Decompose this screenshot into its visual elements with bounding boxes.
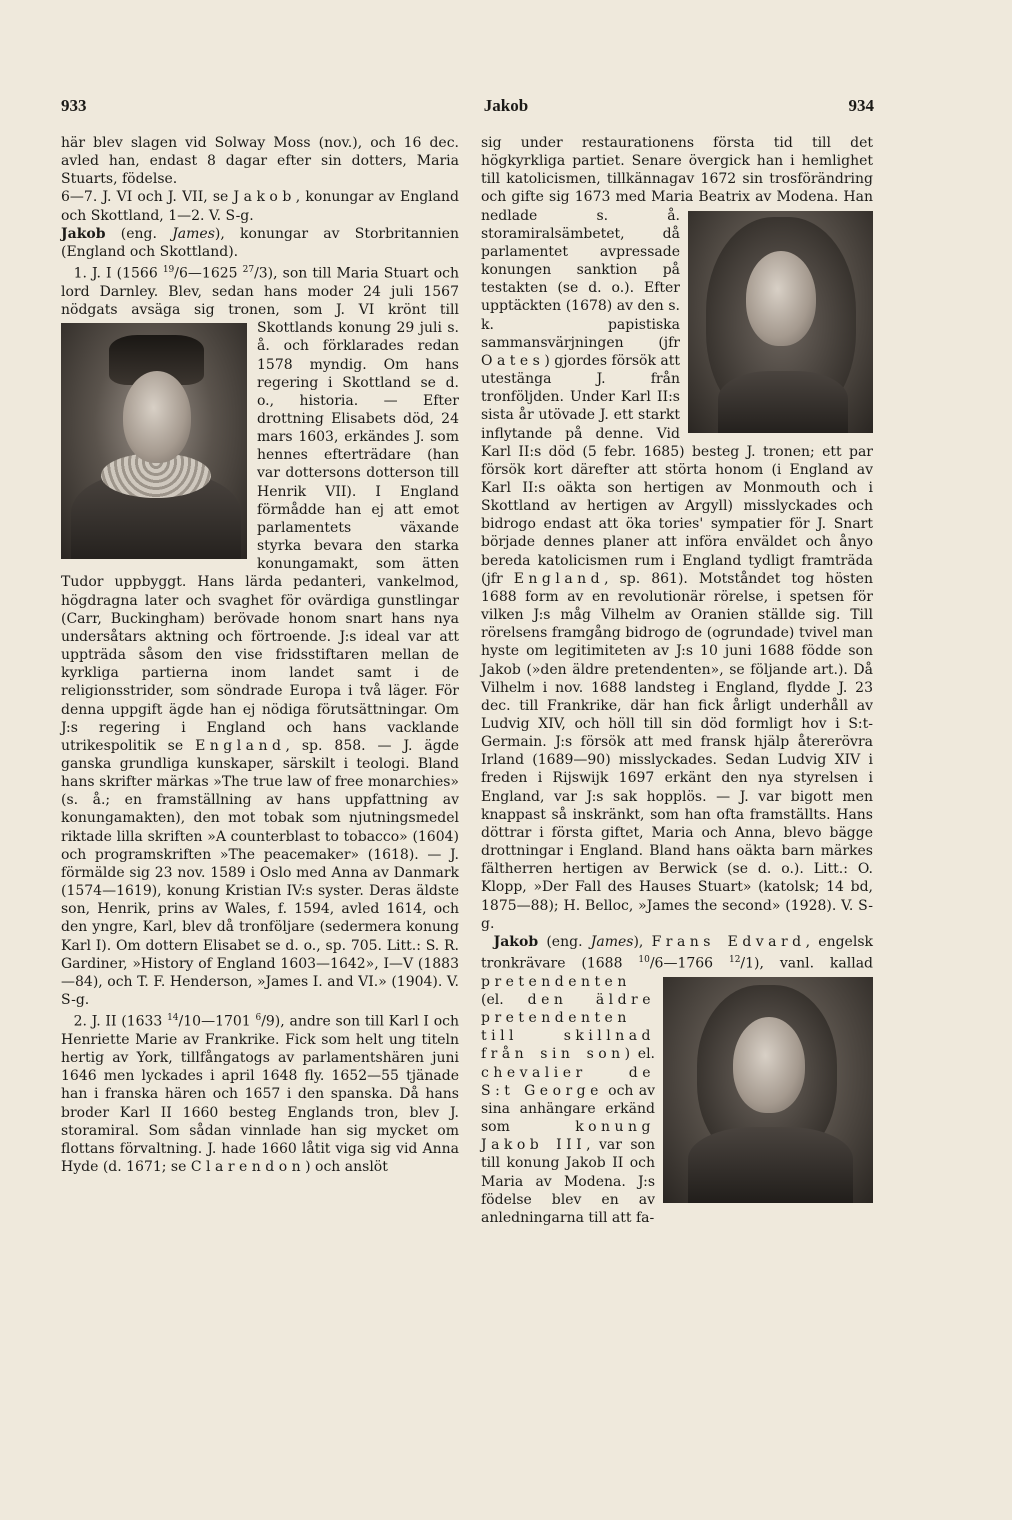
paragraph: här blev slagen vid Solway Moss (nov.), och 16 dec. avled han, endast 8 dagar efter sin dotters, Maria Stuarts, födelse. bbox=[61, 135, 459, 188]
entry-headword: Jakob bbox=[61, 225, 106, 242]
paragraph: 6—7. J. VI och J. VII, se Jakob, konungar av England och Skottland, 1—2. V. S-g. bbox=[61, 189, 459, 224]
column-left bbox=[61, 134, 459, 1176]
entry-heading-paragraph: Jakob (eng. James), konungar av Storbritannien (England och Skottland). bbox=[61, 225, 459, 260]
paragraph-james-ii-cont: sig under restaurationens första tid till det högkyrkliga partiet. Senare övergick han i hemlighet till katolicismen, tillkännagav 1672 sin trosförändring och gifte sig 1673 med Maria Beatrix av Modena. Han nedlade s. å. storamiralsämbetet, då parlamentet avpressade konungen sanktion på testakten (se d. o.). Efter upptäckten (1678) av den s. k. papistiska sammansvärjningen (jfr Oates) gjordes försök att utestänga J. från tronföljden. Under Karl II:s sista år utövade J. ett starkt inflytande på denne. Vid Karl II:s död (5 febr. 1685) besteg J. tronen; ett par försök kort därefter att störta honom (i England av Karl II:s oäkta son hertigen av Monmouth och i Skottland av hertigen av Argyll) misslyckades och bidrogo endast att öka tories' sympatier för J. Snart började dennes planer att införa enväldet och ånyo bereda katolicismen rum i England tydligt framträda (jfr England, sp. 861). Motståndet tog hösten 1688 form av en revolutionär rörelse, i spetsen för vilken J:s måg Vilhelm av Oranien ställde sig. Till rörelsens framgång bidrogo de (ogrundade) tvivel man hyste om legitimiteten av J:s 10 juni 1688 födde son Jakob (»den äldre pretendenten», se följande art.). Då Vilhelm i nov. 1688 landsteg i England, flydde J. 23 dec. till Frankrike, där han fick årligt underhåll av Ludvig XIV, och höll till sin död formligt hov i S:t-Germain. J:s försök att med fransk hjälp återerövra Irland (1689—90) misslyckades. Sedan Ludvig XIV i freden i Rijswijk 1697 erkänt den nya styrelsen i England, var J:s sak hopplös. — J. var bigott men knappast så inskränkt, som han ofta framställts. Hans döttrar i första giftet, Maria och Anna, blevo bägge drottningar i England. Bland hans oäkta barn märkes fältherren hertigen av Berwick (se d. o.). Litt.: O. Klopp, »Der Fall des Hauses Stuart» (katolsk; 14 bd, 1875—88); H. Belloc, »James the second» (1928). V. S-g. bbox=[481, 135, 873, 932]
entry-pretender: Jakob (eng. James), Frans Edvard, engelsk tronkrävare (1688 $^{10}$/6—1766 $^{12}$/1), vanl. kallad pretendenten (el. den äldre pretendenten till skillnad från sin son) el. chevalier de S:t George och av sina anhängare erkänd som konung Jakob III, var son till konung Jakob II och Maria av Modena. J:s födelse blev en av anledningarna till att fa- bbox=[481, 933, 874, 1226]
entry-headword: Jakob bbox=[493, 933, 539, 950]
page-number-right: 934 bbox=[848, 96, 874, 115]
portrait-pretender bbox=[663, 977, 873, 1203]
portrait-james-i bbox=[61, 323, 247, 559]
paragraph-james-ii: 2. J. II (1633 $^{14}$/10—1701 $^6$/9), andre son till Karl I och Henriette Marie av Frankrike. Fick som helt ung titeln hertig av York, tillfångatogs av parlamentshären juni 1646 men lyckades i april 1648 fly. 1652—55 tjänade han i franska hären och 1657 i den spanska. Då hans broder Karl II 1660 besteg Englands tron, blev J. storamiral. Som sådan vinnlade han sig mycket om flottans förvaltning. J. hade 1660 låtit viga sig vid Anna Hyde (d. 1671; se Clarendon) och anslöt bbox=[61, 1013, 459, 1176]
running-title: Jakob bbox=[483, 96, 529, 115]
portrait-james-ii bbox=[688, 211, 873, 433]
page-header bbox=[0, 96, 1012, 118]
page-number-left: 933 bbox=[61, 96, 87, 115]
column-right bbox=[481, 134, 873, 1227]
paragraph-james-i: 1. J. I (1566 $^{19}$/6—1625 $^{27}$/3), son till Maria Stuart och lord Darnley. Blev, sedan hans moder 24 juli 1567 nödgats avsäga sig tronen, som J. VI krönt till Skottlands konung 29 juli s. å. och förklarades redan 1578 myndig. Om hans regering i Skottland se d. o., historia. — Efter drottning Elisabets död, 24 mars 1603, erkändes J. som hennes efterträdare (han var dottersons dotterson till Henrik VII). I England förmådde han ej att emot parlamentets växande styrka bevara den starka konungamakt, som ätten Tudor uppbyggt. Hans lärda pedanteri, vankelmod, högdragna later och svaghet för ovärdiga gunstlingar (Carr, Buckingham) berövade honom snart hans nya undersåtars aktning och förtroende. J:s ideal var att uppträda såsom den vise fridsstiftaren mellan de kyrkliga partierna inom landet samt i de religionsstrider, som söndrade Europa i två läger. För denna uppgift ägde han ej nödiga förutsättningar. Om J:s regering i England och hans vacklande utrikespolitik se England, sp. 858. — J. ägde ganska grundliga kunskaper, särskilt i teologi. Bland hans skrifter märkas »The true law of free monarchies» (s. å.; en framställning av hans uppfattning av konungamakten), den mot tobak som njutningsmedel riktade lilla skriften »A counterblast to tobacco» (1604) och programskriften »The peacemaker» (1618). — J. förmälde sig 23 nov. 1589 i Oslo med Anna av Danmark (1574—1619), konung Kristian IV:s syster. Deras äldste son, Henrik, prins av Wales, f. 1594, avled 1614, och den yngre, Karl, blev då tronföljare (sedermera konung Karl I). Om dottern Elisabet se d. o., sp. 705. Litt.: S. R. Gardiner, »History of England 1603—1642», I—V (1883—84), och T. F. Henderson, »James I. and VI.» (1904). V. S-g. bbox=[61, 265, 460, 1008]
